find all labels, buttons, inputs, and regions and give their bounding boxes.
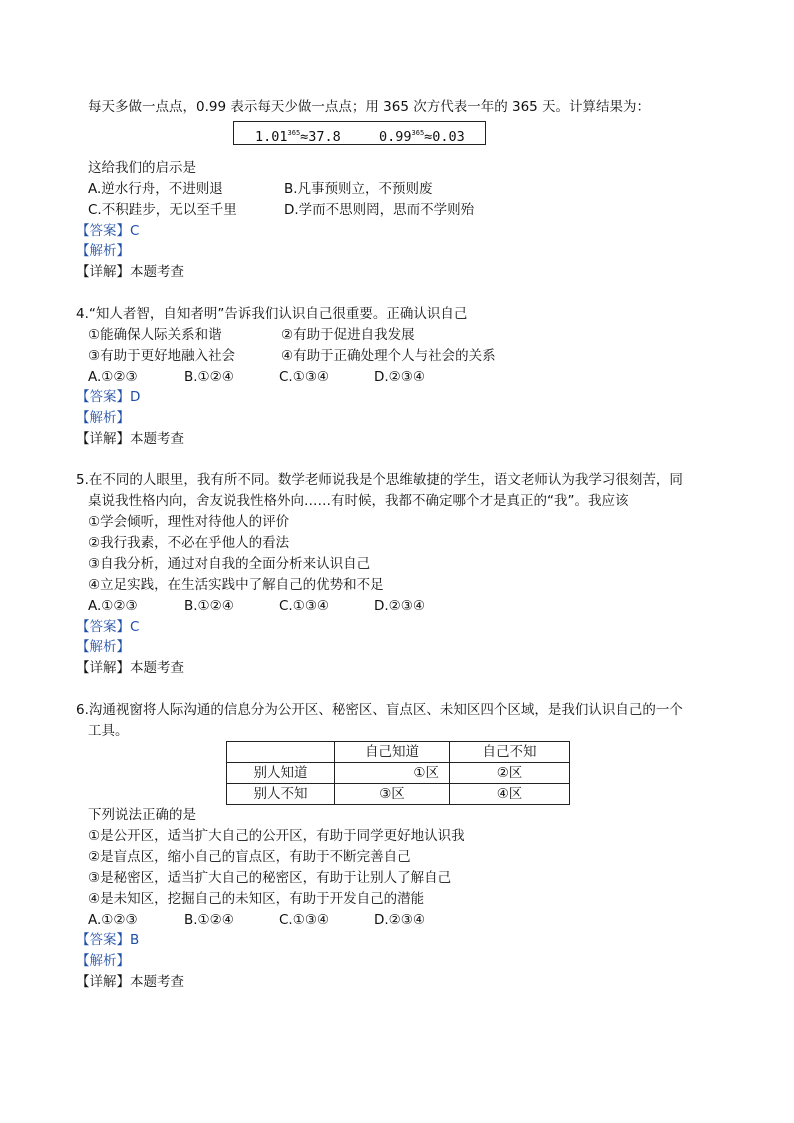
q4-item-3: ③有助于更好地融入社会 bbox=[88, 348, 236, 364]
q6-choice-b: B.①②④ bbox=[184, 912, 234, 928]
q6-detail: 【详解】本题考查 bbox=[76, 974, 184, 990]
q3-analysis-label: 【解析】 bbox=[76, 243, 130, 259]
q6-item-3: ③是秘密区，适当扩大自己的秘密区，有助于让别人了解自己 bbox=[88, 870, 452, 886]
table-cell: ②区 bbox=[450, 763, 570, 784]
q6-item-4: ④是未知区，挖掘自己的未知区，有助于开发自己的潜能 bbox=[88, 891, 425, 907]
q6-johari-table bbox=[226, 741, 570, 805]
q3-formula-box bbox=[233, 121, 486, 145]
q4-item-1: ①能确保人际关系和谐 bbox=[88, 327, 222, 343]
q4-item-4: ④有助于正确处理个人与社会的关系 bbox=[281, 348, 496, 364]
table-row bbox=[227, 742, 570, 763]
q4-choice-b: B.①②④ bbox=[184, 369, 234, 385]
q3-answer: 【答案】C bbox=[76, 223, 140, 239]
q3-stem: 这给我们的启示是 bbox=[88, 160, 196, 176]
table-row bbox=[227, 784, 570, 805]
q5-stem-line2: 桌说我性格内向，舍友说我性格外向……有时候，我都不确定哪个才是真正的“我”。我应该 bbox=[88, 493, 629, 509]
table-cell: 别人不知 bbox=[227, 784, 335, 805]
q5-item-3: ③自我分析，通过对自我的全面分析来认识自己 bbox=[88, 556, 371, 572]
q4-stem: 4.“知人者智，自知者明”告诉我们认识自己很重要。正确认识自己 bbox=[76, 306, 468, 322]
q5-item-2: ②我行我素，不必在乎他人的看法 bbox=[88, 535, 290, 551]
q6-choice-c: C.①③④ bbox=[279, 912, 330, 928]
q6-choice-d: D.②③④ bbox=[374, 912, 425, 928]
q6-choice-a: A.①②③ bbox=[88, 912, 138, 928]
q3-formula-left: $1.01^{365}\approx 37.8$ bbox=[255, 129, 341, 145]
q3-formula-right: $0.99^{365}\approx 0.03$ bbox=[379, 129, 465, 145]
q4-detail: 【详解】本题考查 bbox=[76, 431, 184, 447]
q4-choice-c: C.①③④ bbox=[279, 369, 330, 385]
q6-stem-line1: 6.沟通视窗将人际沟通的信息分为公开区、秘密区、盲点区、未知区四个区域，是我们认识自己的一个 bbox=[76, 702, 683, 718]
table-cell: 自己不知 bbox=[450, 742, 570, 763]
q3-detail: 【详解】本题考查 bbox=[76, 264, 184, 280]
q6-stem-line2: 工具。 bbox=[88, 723, 129, 739]
q4-item-2: ②有助于促进自我发展 bbox=[281, 327, 415, 343]
q6-analysis-label: 【解析】 bbox=[76, 953, 130, 969]
table-row bbox=[227, 763, 570, 784]
q6-answer: 【答案】B bbox=[76, 932, 140, 948]
table-cell bbox=[227, 742, 335, 763]
q6-question: 下列说法正确的是 bbox=[88, 807, 196, 823]
q5-item-4: ④立足实践，在生活实践中了解自己的优势和不足 bbox=[88, 577, 384, 593]
q4-answer: 【答案】D bbox=[76, 389, 141, 405]
q3-option-d: D.学而不思则罔，思而不学则殆 bbox=[284, 202, 475, 218]
q3-intro: 每天多做一点点，0.99 表示每天少做一点点；用 365 次方代表一年的 365 天。计算结果为： bbox=[88, 99, 651, 115]
q6-item-1: ①是公开区，适当扩大自己的公开区，有助于同学更好地认识我 bbox=[88, 828, 465, 844]
q5-choice-c: C.①③④ bbox=[279, 598, 330, 614]
q5-choice-b: B.①②④ bbox=[184, 598, 234, 614]
q5-detail: 【详解】本题考查 bbox=[76, 660, 184, 676]
table-cell: 自己知道 bbox=[335, 742, 450, 763]
q5-choice-a: A.①②③ bbox=[88, 598, 138, 614]
q6-item-2: ②是盲点区，缩小自己的盲点区，有助于不断完善自己 bbox=[88, 849, 411, 865]
table-cell: ①区 bbox=[335, 763, 450, 784]
table-cell: ③区 bbox=[335, 784, 450, 805]
table-cell: 别人知道 bbox=[227, 763, 335, 784]
q5-choice-d: D.②③④ bbox=[374, 598, 425, 614]
q3-option-a: A.逆水行舟，不进则退 bbox=[88, 181, 223, 197]
q5-analysis-label: 【解析】 bbox=[76, 639, 130, 655]
q3-option-c: C.不积跬步，无以至千里 bbox=[88, 202, 237, 218]
q4-choice-d: D.②③④ bbox=[374, 369, 425, 385]
q5-stem-line1: 5.在不同的人眼里，我有所不同。数学老师说我是个思维敏捷的学生，语文老师认为我学习很刻苦，同 bbox=[76, 472, 683, 488]
table-cell: ④区 bbox=[450, 784, 570, 805]
q4-choice-a: A.①②③ bbox=[88, 369, 138, 385]
q4-analysis-label: 【解析】 bbox=[76, 410, 130, 426]
q5-answer: 【答案】C bbox=[76, 619, 140, 635]
q3-option-b: B.凡事预则立，不预则废 bbox=[284, 181, 433, 197]
q5-item-1: ①学会倾听，理性对待他人的评价 bbox=[88, 514, 290, 530]
